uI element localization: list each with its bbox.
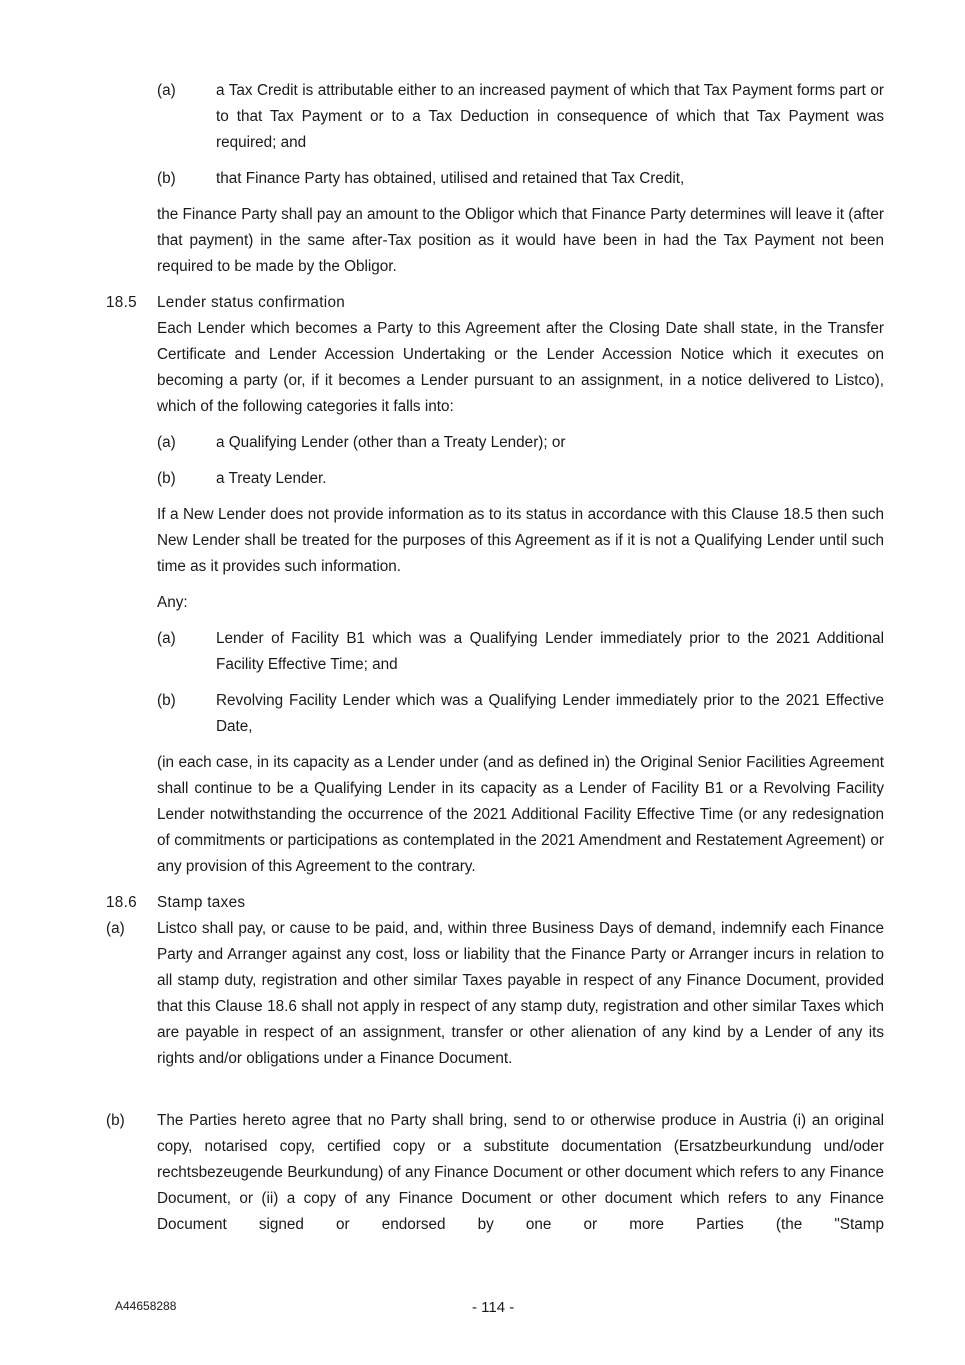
paragraph: Each Lender which becomes a Party to this Agreement after the Closing Date shall state, in the Transfer Certificate and Lender Accession Undertaking or the Lender Accession Notice which it executes on becoming a party (or, if it becomes a Lender pursuant to an assignment, in a notice delivered to Listco), which of the following categories it falls into:	[157, 320, 884, 415]
list-item-text: The Parties hereto agree that no Party shall bring, send to or otherwise produce in Austria (i) an original copy, notarised copy, certified copy or a substitute documentation (Ersatzbeurkundung und/oder rechtsbezeugende Beurkundung) of any Finance Document or other document which refers to any Finance Document, or (ii) a copy of any Finance Document or other document which refers to any Finance Document signed or endorsed by one or more Parties (the "Stamp	[157, 1112, 884, 1233]
list-label: (b)	[157, 692, 176, 709]
paragraph: (in each case, in its capacity as a Lender under (and as defined in) the Original Senior Facilities Agreement shall continue to be a Qualifying Lender in its capacity as a Lender of Facility B1 or a Revolving Facility Lender notwithstanding the occurrence of the 2021 Additional Facility Effective Time (or any redesignation of commitments or participations as contemplated in the 2021 Amendment and Restatement Agreement) or any provision of this Agreement to the contrary.	[157, 754, 884, 875]
list-item-text: a Qualifying Lender (other than a Treaty Lender); or	[216, 434, 566, 451]
section-number: 18.5	[106, 294, 137, 311]
list-label: (a)	[157, 630, 176, 647]
list-label: (b)	[106, 1112, 125, 1129]
list-label: (a)	[106, 920, 125, 937]
document-id: A44658288	[115, 1299, 177, 1313]
list-label: (b)	[157, 470, 176, 487]
paragraph-label: Any:	[157, 594, 188, 611]
paragraph: the Finance Party shall pay an amount to the Obligor which that Finance Party determines will leave it (after that payment) in the same after-Tax position as it would have been in had the Tax Payment not been required to be made by the Obligor.	[157, 206, 884, 275]
list-label: (a)	[157, 434, 176, 451]
section-title: Stamp taxes	[157, 894, 246, 911]
list-label: (b)	[157, 170, 176, 187]
list-item-text: Listco shall pay, or cause to be paid, and, within three Business Days of demand, indemnify each Finance Party and Arranger against any cost, loss or liability that the Finance Party or Arranger incurs in relation to all stamp duty, registration and other similar Taxes payable in respect of any Finance Document, provided that this Clause 18.6 shall not apply in respect of any stamp duty, registration and other similar Taxes which are payable in respect of an assignment, transfer or other alienation of any kind by a Lender of any its rights and/or obligations under a Finance Document.	[157, 920, 884, 1067]
list-item-text: that Finance Party has obtained, utilised and retained that Tax Credit,	[216, 170, 685, 187]
paragraph: If a New Lender does not provide information as to its status in accordance with this Clause 18.5 then such New Lender shall be treated for the purposes of this Agreement as if it is not a Qualifying Lender until such time as it provides such information.	[157, 506, 884, 575]
list-item-text: a Tax Credit is attributable either to an increased payment of which that Tax Payment forms part or to that Tax Payment or to a Tax Deduction in consequence of which that Tax Payment was required; and	[216, 82, 884, 151]
list-item-text: a Treaty Lender.	[216, 470, 327, 487]
list-item-text: Lender of Facility B1 which was a Qualifying Lender immediately prior to the 2021 Additional Facility Effective Time; and	[216, 630, 884, 673]
list-label: (a)	[157, 82, 176, 99]
section-title: Lender status confirmation	[157, 294, 346, 311]
section-number: 18.6	[106, 894, 137, 911]
list-item-text: Revolving Facility Lender which was a Qualifying Lender immediately prior to the 2021 Effective Date,	[216, 692, 884, 735]
page-number: - 114 -	[472, 1299, 515, 1316]
